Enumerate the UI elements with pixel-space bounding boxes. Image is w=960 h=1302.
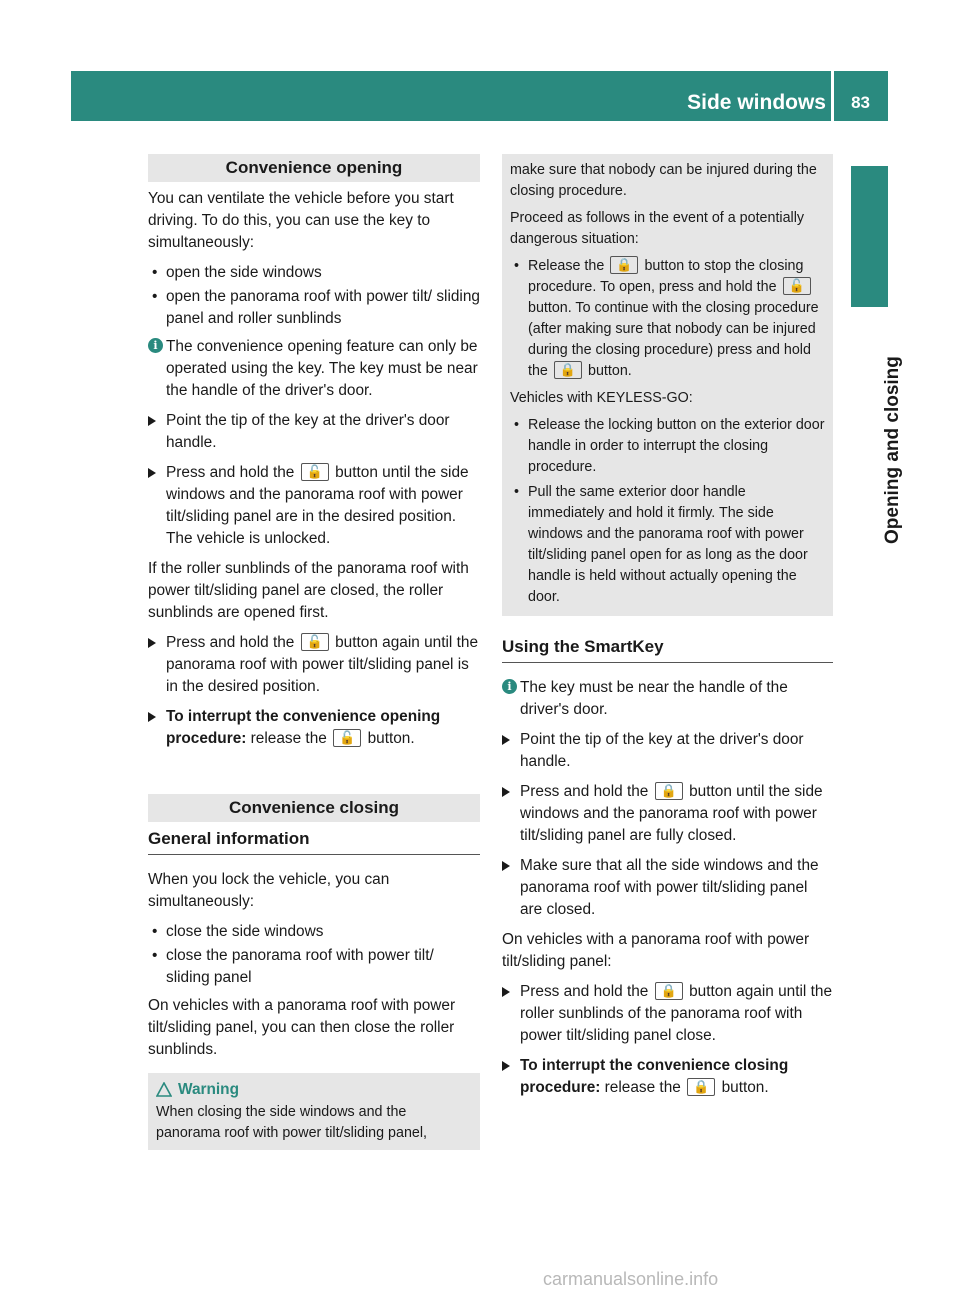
list-item: • Release the 🔒 button to stop the closing procedure. To open, press and hold the 🔓 button. To continue with the closing procedure (after making sure that nobody can be injured during the closing procedure) press and hold the 🔒 button. xyxy=(514,257,819,379)
watermark: carmanualsonline.info xyxy=(543,1269,719,1289)
keyless-label: Vehicles with KEYLESS-GO: xyxy=(510,390,693,406)
step-arrow-icon xyxy=(148,712,156,722)
list-item: • Pull the same exterior door handle immediately and hold it firmly. The side windows and the panorama roof with power tilt/sliding panel open for as long as the door handle is held without actually opening the door. xyxy=(514,484,808,605)
unlock-icon: 🔓 xyxy=(301,463,329,481)
left-column xyxy=(148,154,480,1150)
step-item: To interrupt the convenience opening procedure: release the 🔓 button. xyxy=(148,706,480,750)
info-note: i The key must be near the handle of the driver's door. xyxy=(502,677,833,721)
page-header xyxy=(71,71,888,121)
unlock-icon: 🔓 xyxy=(783,277,811,295)
step-arrow-icon xyxy=(502,987,510,997)
step-arrow-icon xyxy=(502,1061,510,1071)
sunblinds-note: If the roller sunblinds of the panorama roof with power tilt/sliding panel are closed, the roller sunblinds are opened first. xyxy=(148,560,469,621)
warning-box-continued xyxy=(502,154,833,616)
warning-text: When closing the side windows and the panorama roof with power tilt/sliding panel, xyxy=(156,1104,427,1141)
panorama-note: On vehicles with a panorama roof with power tilt/sliding panel: xyxy=(502,931,810,970)
step-item: Press and hold the 🔓 button until the side windows and the panorama roof with power tilt/sliding panel are in the desired position. The vehicle is unlocked. xyxy=(148,462,480,550)
closing-note: On vehicles with a panorama roof with power tilt/sliding panel, you can then close the roller sunblinds. xyxy=(148,997,456,1058)
warning-heading: Warning xyxy=(156,1079,472,1100)
info-icon: i xyxy=(502,679,517,694)
header-divider xyxy=(831,71,834,121)
list-item: • open the side windows xyxy=(152,264,322,281)
step-arrow-icon xyxy=(148,638,156,648)
section-heading-closing: Convenience closing xyxy=(148,794,480,822)
step-item: Point the tip of the key at the driver's door handle. xyxy=(148,410,480,454)
unlock-icon: 🔓 xyxy=(333,729,361,747)
page-number: 83 xyxy=(851,93,870,112)
lock-icon: 🔒 xyxy=(655,982,683,1000)
step-item: Press and hold the 🔒 button until the side windows and the panorama roof with power tilt/sliding panel are fully closed. xyxy=(502,781,833,847)
chapter-label: Opening and closing xyxy=(882,356,903,544)
chapter-tab xyxy=(851,166,888,307)
page-title: Side windows xyxy=(687,91,826,114)
warning-box xyxy=(148,1073,480,1150)
warning-continued: make sure that nobody can be injured during the closing procedure. xyxy=(510,162,817,199)
list-item: • Release the locking button on the exterior door handle in order to interrupt the closing procedure. xyxy=(514,417,825,475)
closing-bullet-list xyxy=(148,921,480,989)
step-result: The vehicle is unlocked. xyxy=(166,530,331,547)
unlock-icon: 🔓 xyxy=(301,633,329,651)
step-item: Make sure that all the side windows and the panorama roof with power tilt/sliding panel are closed. xyxy=(502,855,833,921)
list-item: • close the side windows xyxy=(152,923,324,940)
step-arrow-icon xyxy=(148,468,156,478)
step-arrow-icon xyxy=(502,787,510,797)
warning-icon xyxy=(156,1082,172,1097)
lock-icon: 🔒 xyxy=(554,361,582,379)
closing-intro: When you lock the vehicle, you can simultaneously: xyxy=(148,871,390,910)
step-item: Press and hold the 🔓 button again until the panorama roof with power tilt/sliding panel is in the desired position. xyxy=(148,632,480,698)
chapter-label-wrap xyxy=(856,314,903,544)
warning-proceed: Proceed as follows in the event of a potentially dangerous situation: xyxy=(510,210,805,247)
list-item: • close the panorama roof with power tilt/ sliding panel xyxy=(152,947,434,986)
step-arrow-icon xyxy=(502,735,510,745)
info-icon: i xyxy=(148,338,163,353)
opening-intro: You can ventilate the vehicle before you start driving. To do this, you can use the key to simultaneously: xyxy=(148,190,454,251)
lock-icon: 🔒 xyxy=(610,256,638,274)
step-arrow-icon xyxy=(502,861,510,871)
section-heading-opening: Convenience opening xyxy=(148,154,480,182)
subheading-general: General information xyxy=(148,828,480,855)
subheading-smartkey: Using the SmartKey xyxy=(502,636,833,663)
step-item: Point the tip of the key at the driver's door handle. xyxy=(502,729,833,773)
list-item: • open the panorama roof with power tilt/ sliding panel and roller sunblinds xyxy=(152,288,480,327)
lock-icon: 🔒 xyxy=(655,782,683,800)
right-column xyxy=(502,154,833,1107)
opening-bullet-list xyxy=(148,262,480,330)
lock-icon: 🔒 xyxy=(687,1078,715,1096)
step-item: Press and hold the 🔒 button again until the roller sunblinds of the panorama roof with power tilt/sliding panel close. xyxy=(502,981,833,1047)
step-item: To interrupt the convenience closing procedure: release the 🔒 button. xyxy=(502,1055,833,1099)
info-note: i The convenience opening feature can only be operated using the key. The key must be near the handle of the driver's door. xyxy=(148,336,480,402)
step-arrow-icon xyxy=(148,416,156,426)
